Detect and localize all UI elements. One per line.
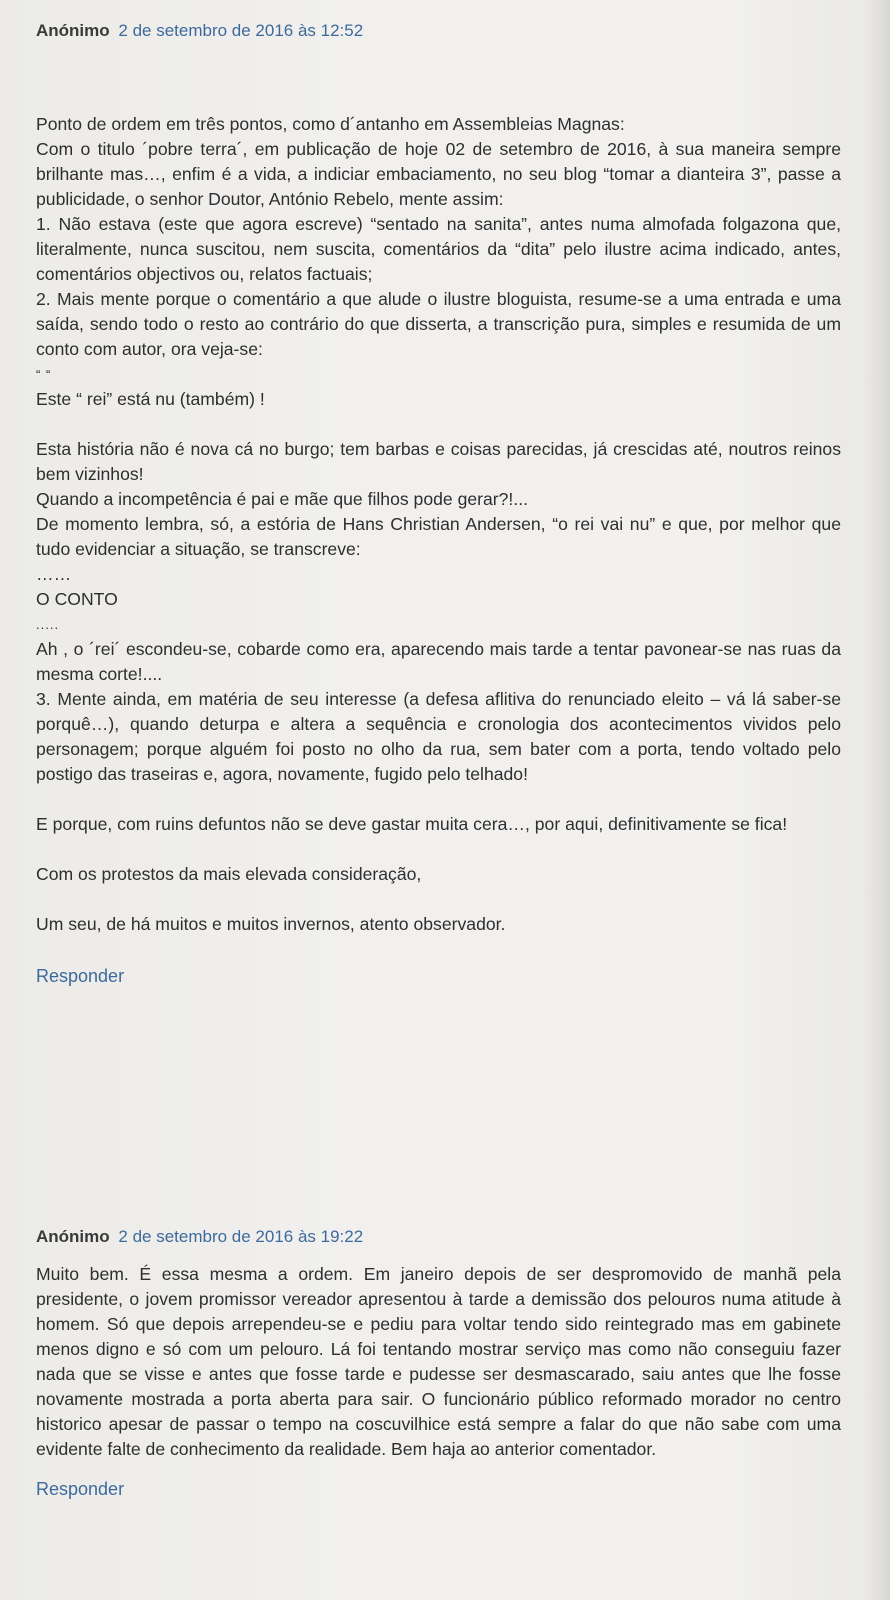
comment-paragraph: 1. Não estava (este que agora escreve) “sentado na sanita”, antes numa almofada folgazona que, literalmente, nunca suscitou, nem suscita, comentários da “dita” pelo ilustre acima indicado, antes, comentários objectivos ou, relatos factuais; <box>36 214 841 284</box>
comment-paragraph: Um seu, de há muitos e muitos invernos, atento observador. <box>36 914 506 934</box>
comment <box>36 1224 841 1501</box>
comment-paragraph: 2. Mais mente porque o comentário a que alude o ilustre bloguista, resume-se a uma entrada e uma saída, sendo todo o resto ao contrário do que disserta, a transcrição pura, simples e resumida de um conto com autor, ora veja-se: <box>36 289 841 359</box>
comment-paragraph: De momento lembra, só, a estória de Hans Christian Andersen, “o rei vai nu” e que, por melhor que tudo evidenciar a situação, se transcreve: <box>36 514 841 559</box>
reply-link[interactable]: Responder <box>36 966 125 986</box>
paragraph-spacer <box>36 887 841 912</box>
paper-edge-shadow <box>864 0 890 1600</box>
comment-paragraph: 3. Mente ainda, em matéria de seu interesse (a defesa aflitiva do renunciado eleito – vá lá saber-se porquê…), quando deturpa e altera a sequência e cronologia dos acontecimentos vividos pelo personagem; porque alguém foi posto no olho da rua, sem bater com a porta, tendo voltado pelo postigo das traseiras e, agora, novamente, fugido pelo telhado! <box>36 689 841 784</box>
comment-paragraph: Ponto de ordem em três pontos, como d´antanho em Assembleias Magnas: <box>36 114 625 134</box>
comment <box>36 18 841 988</box>
comment-paragraph: Este “ rei” está nu (também) ! <box>36 389 265 409</box>
comment-header <box>36 18 841 46</box>
comment-paragraph: Com o titulo ´pobre terra´, em publicação de hoje 02 de setembro de 2016, à sua maneira sempre brilhante mas…, enfim é a vida, a indiciar embaciamento, no seu blog “tomar a dianteira 3”, passe a publicidade, o senhor Doutor, António Rebelo, mente assim: <box>36 139 841 209</box>
comment-paragraph: Muito bem. É essa mesma a ordem. Em janeiro depois de ser despromovido de manhã pela presidente, o jovem promissor vereador apresentou à tarde a demissão dos pelouros numa atitude à homem. Só que depois arrependeu-se e pediu para voltar tendo sido reintegrado mas em gabinete menos digno e só com um pelouro. Lá foi tentando mostrar serviço mas como não conseguiu fazer nada que se visse e antes que fosse tarde e pudesse ser desmascarado, saiu antes que lhe fosse novamente mostrada a porta aberta para sair. O funcionário público reformado morador no centro historico apesar de passar o tempo na coscuvilhice está sempre a falar do que não sabe com uma evidente falte de conhecimento da realidade. Bem haja ao anterior comentador. <box>36 1264 841 1459</box>
comment-paragraph: Ah , o ´rei´ escondeu-se, cobarde como era, aparecendo mais tarde a tentar pavonear-se nas ruas da mesma corte!.... <box>36 639 841 684</box>
comment-paragraph: Esta história não é nova cá no burgo; tem barbas e coisas parecidas, já crescidas até, noutros reinos bem vizinhos! <box>36 439 841 484</box>
comment-paragraph: Com os protestos da mais elevada consideração, <box>36 864 422 884</box>
comment-header <box>36 1224 841 1252</box>
comment-paragraph: E porque, com ruins defuntos não se deve gastar muita cera…, por aqui, definitivamente se fica! <box>36 814 788 834</box>
comment-paragraph: “ “ <box>36 367 52 382</box>
paragraph-spacer <box>36 787 841 812</box>
comment-paragraph: ..... <box>36 617 60 632</box>
comment-body <box>36 1262 841 1462</box>
comment-body <box>36 112 841 937</box>
comment-paragraph: Quando a incompetência é pai e mãe que filhos pode gerar?!... <box>36 489 528 509</box>
comment-timestamp-link[interactable]: 2 de setembro de 2016 às 12:52 <box>118 21 364 40</box>
comment-author: Anónimo <box>36 1227 110 1246</box>
reply-link[interactable]: Responder <box>36 1479 125 1499</box>
comment-paragraph: O CONTO <box>36 589 118 609</box>
paragraph-spacer <box>36 837 841 862</box>
comment-timestamp-link[interactable]: 2 de setembro de 2016 às 19:22 <box>118 1227 364 1246</box>
comment-author: Anónimo <box>36 21 110 40</box>
comment-paragraph: …… <box>36 564 72 584</box>
paragraph-spacer <box>36 412 841 437</box>
